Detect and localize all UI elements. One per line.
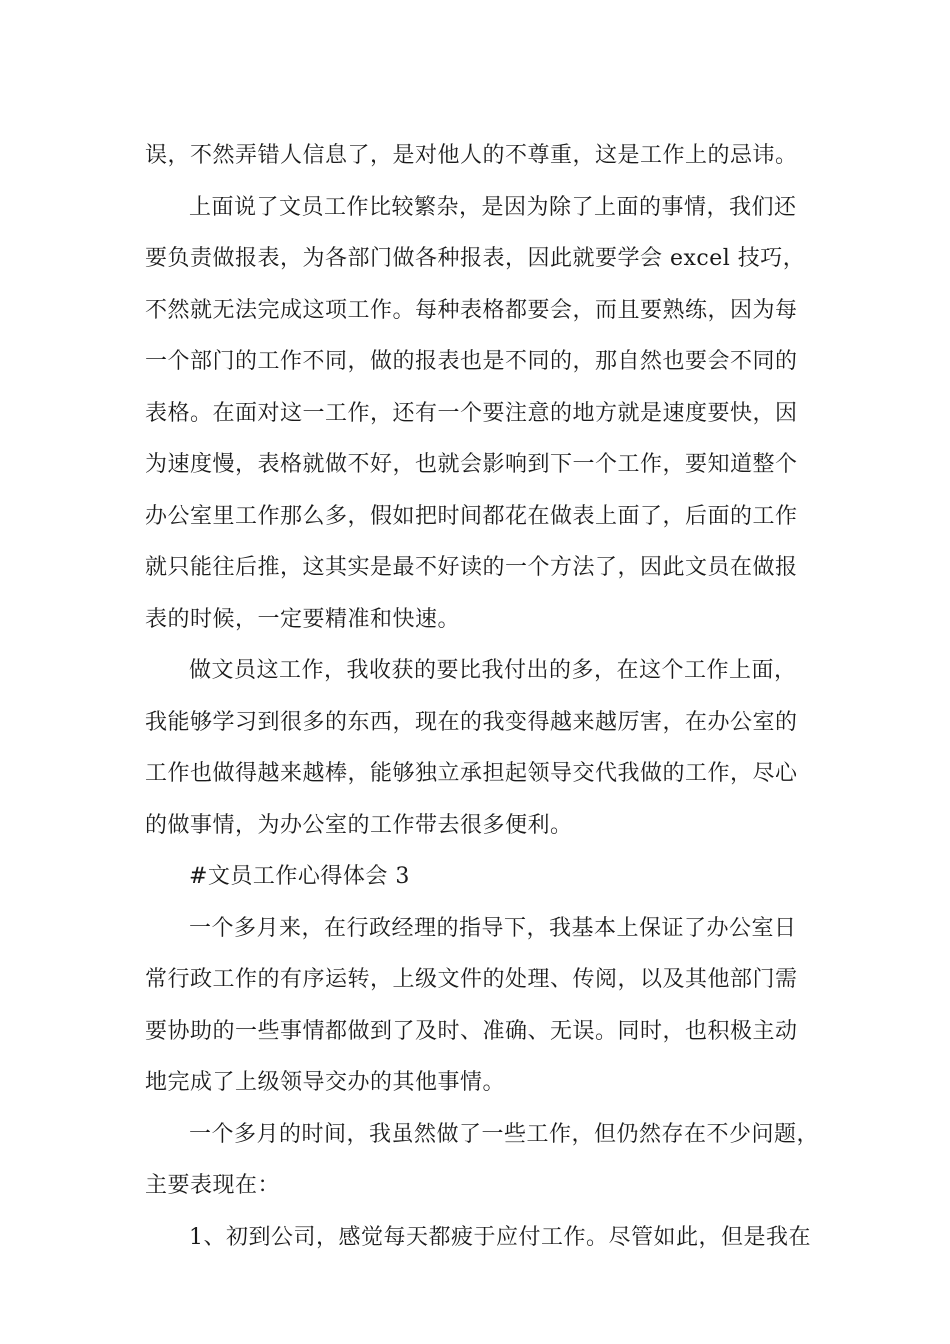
text-line: 表的时候，一定要精准和快速。: [145, 606, 461, 632]
text-line: 常行政工作的有序运转，上级文件的处理、传阅，以及其他部门需: [145, 967, 798, 992]
text-line: 不然就无法完成这项工作。每种表格都要会，而且要熟练，因为每: [145, 297, 798, 323]
text-line: 地完成了上级领导交办的其他事情。: [145, 1070, 506, 1095]
paragraph-start-line: 一个多月的时间，我虽然做了一些工作，但仍然存在不少问题，: [189, 1121, 820, 1147]
text-line: 一个部门的工作不同，做的报表也是不同的，那自然也要会不同的: [145, 349, 798, 374]
text-line: 办公室里工作那么多，假如把时间都花在做表上面了，后面的工作: [145, 503, 798, 529]
text-line: 表格。在面对这一工作，还有一个要注意的地方就是速度要快，因: [145, 400, 798, 426]
text-line: 我能够学习到很多的东西，现在的我变得越来越厉害，在办公室的: [145, 709, 798, 735]
text-line: 的做事情，为办公室的工作带去很多便利。: [145, 812, 573, 838]
paragraph-start-line: 一个多月来，在行政经理的指导下，我基本上保证了办公室日: [189, 915, 797, 941]
text-line: 主要表现在：: [145, 1173, 281, 1198]
document-body: [145, 130, 820, 1263]
text-line: 要负责做报表，为各部门做各种报表，因此就要学会 excel 技巧，: [145, 246, 806, 271]
paragraph-start-line: 做文员这工作，我收获的要比我付出的多，在这个工作上面，: [189, 658, 797, 683]
text-line: 工作也做得越来越棒，能够独立承担起领导交代我做的工作，尽心: [145, 761, 798, 786]
section-heading: #文员工作心得体会 3: [189, 864, 410, 889]
list-item-line: 1、初到公司，感觉每天都疲于应付工作。尽管如此，但是我在: [189, 1224, 811, 1250]
paragraph-start-line: 上面说了文员工作比较繁杂，是因为除了上面的事情，我们还: [189, 194, 797, 220]
text-line: 就只能往后推，这其实是最不好读的一个方法了，因此文员在做报: [145, 555, 798, 580]
text-line: 误，不然弄错人信息了，是对他人的不尊重，这是工作上的忌讳。: [145, 143, 798, 168]
text-line: 为速度慢，表格就做不好，也就会影响到下一个工作，要知道整个: [145, 452, 798, 477]
text-line: 要协助的一些事情都做到了及时、准确、无误。同时，也积极主动: [145, 1018, 798, 1044]
